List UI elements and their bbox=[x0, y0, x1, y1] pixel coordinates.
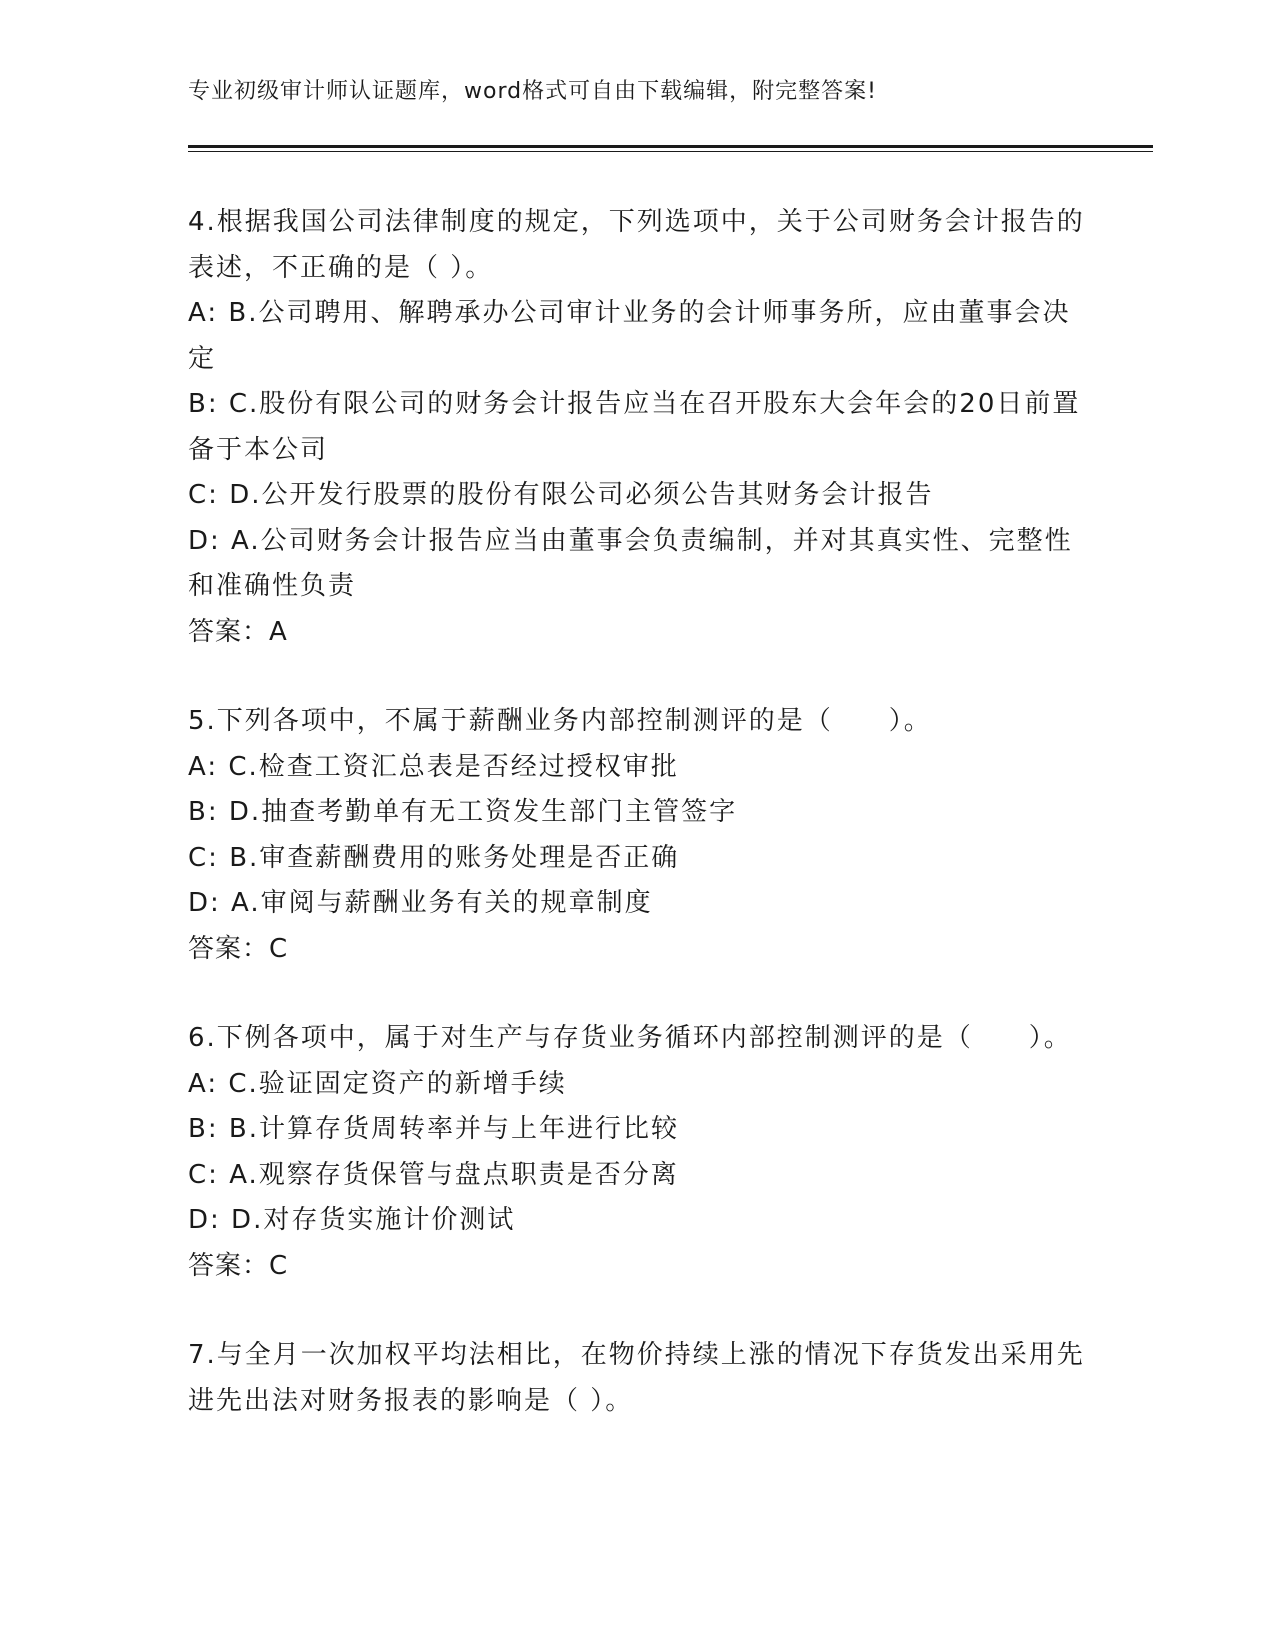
option-a bbox=[188, 1062, 1088, 1108]
option-key: C: bbox=[188, 842, 219, 873]
option-key: B: bbox=[188, 1114, 219, 1144]
answer bbox=[188, 927, 1088, 973]
option-text: B.审查薪酬费用的账务处理是否正确 bbox=[229, 842, 680, 873]
option-text: D.对存货实施计价测试 bbox=[231, 1205, 516, 1235]
option-key: A: bbox=[188, 751, 219, 782]
option-b bbox=[188, 382, 1088, 473]
header-divider bbox=[188, 145, 1153, 148]
option-text: A.公司财务会计报告应当由董事会负责编制，并对其真实性、完整性和准确性负责 bbox=[188, 525, 1073, 601]
answer-value: A bbox=[269, 616, 288, 647]
answer bbox=[188, 1244, 1088, 1290]
option-text: D.公开发行股票的股份有限公司必须公告其财务会计报告 bbox=[229, 480, 934, 510]
option-key: C: bbox=[188, 1159, 219, 1190]
option-text: A.审阅与薪酬业务有关的规章制度 bbox=[231, 888, 653, 918]
header-divider-thin bbox=[188, 151, 1153, 152]
answer bbox=[188, 610, 1088, 656]
question-4 bbox=[188, 200, 1088, 655]
option-key: C: bbox=[188, 480, 219, 510]
option-b bbox=[188, 1107, 1088, 1153]
option-c bbox=[188, 836, 1088, 882]
question-6 bbox=[188, 1016, 1088, 1289]
option-text: B.计算存货周转率并与上年进行比较 bbox=[228, 1114, 679, 1144]
answer-label: 答案： bbox=[188, 616, 270, 647]
option-key: D: bbox=[188, 1205, 221, 1235]
option-key: B: bbox=[188, 389, 219, 419]
question-5 bbox=[188, 699, 1088, 972]
option-text: B.公司聘用、解聘承办公司审计业务的会计师事务所，应由董事会决定 bbox=[188, 298, 1071, 374]
option-text: C.股份有限公司的财务会计报告应当在召开股东大会年会的20日前置备于本公司 bbox=[188, 389, 1081, 465]
option-a bbox=[188, 745, 1088, 791]
question-stem: 5.下列各项中，不属于薪酬业务内部控制测评的是（ ）。 bbox=[188, 706, 932, 736]
option-d bbox=[188, 1198, 1088, 1244]
option-text: C.检查工资汇总表是否经过授权审批 bbox=[228, 751, 679, 782]
page-header: 专业初级审计师认证题库，word格式可自由下载编辑，附完整答案! bbox=[188, 79, 877, 104]
option-text: A.观察存货保管与盘点职责是否分离 bbox=[229, 1159, 679, 1190]
answer-label: 答案： bbox=[188, 1250, 270, 1281]
question-stem: 7.与全月一次加权平均法相比，在物价持续上涨的情况下存货发出采用先进先出法对财务报表的影响是（ ）。 bbox=[188, 1340, 1085, 1416]
answer-value: C bbox=[269, 1250, 289, 1281]
option-key: D: bbox=[188, 888, 221, 918]
option-key: A: bbox=[188, 298, 219, 328]
answer-value: C bbox=[269, 933, 289, 964]
option-a bbox=[188, 291, 1088, 382]
option-text: C.验证固定资产的新增手续 bbox=[228, 1068, 567, 1099]
option-key: D: bbox=[188, 525, 221, 556]
question-7 bbox=[188, 1333, 1088, 1424]
option-b bbox=[188, 790, 1088, 836]
question-list bbox=[188, 200, 1088, 1468]
question-stem: 6.下例各项中，属于对生产与存货业务循环内部控制测评的是（ ）。 bbox=[188, 1023, 1072, 1053]
option-key: B: bbox=[188, 797, 219, 827]
option-c bbox=[188, 1153, 1088, 1199]
option-d bbox=[188, 881, 1088, 927]
option-key: A: bbox=[188, 1068, 219, 1099]
option-d bbox=[188, 519, 1088, 610]
option-c bbox=[188, 473, 1088, 519]
option-text: D.抽查考勤单有无工资发生部门主管签字 bbox=[228, 797, 738, 827]
question-stem: 4.根据我国公司法律制度的规定，下列选项中，关于公司财务会计报告的表述，不正确的是（ ）。 bbox=[188, 207, 1085, 283]
answer-label: 答案： bbox=[188, 933, 270, 964]
